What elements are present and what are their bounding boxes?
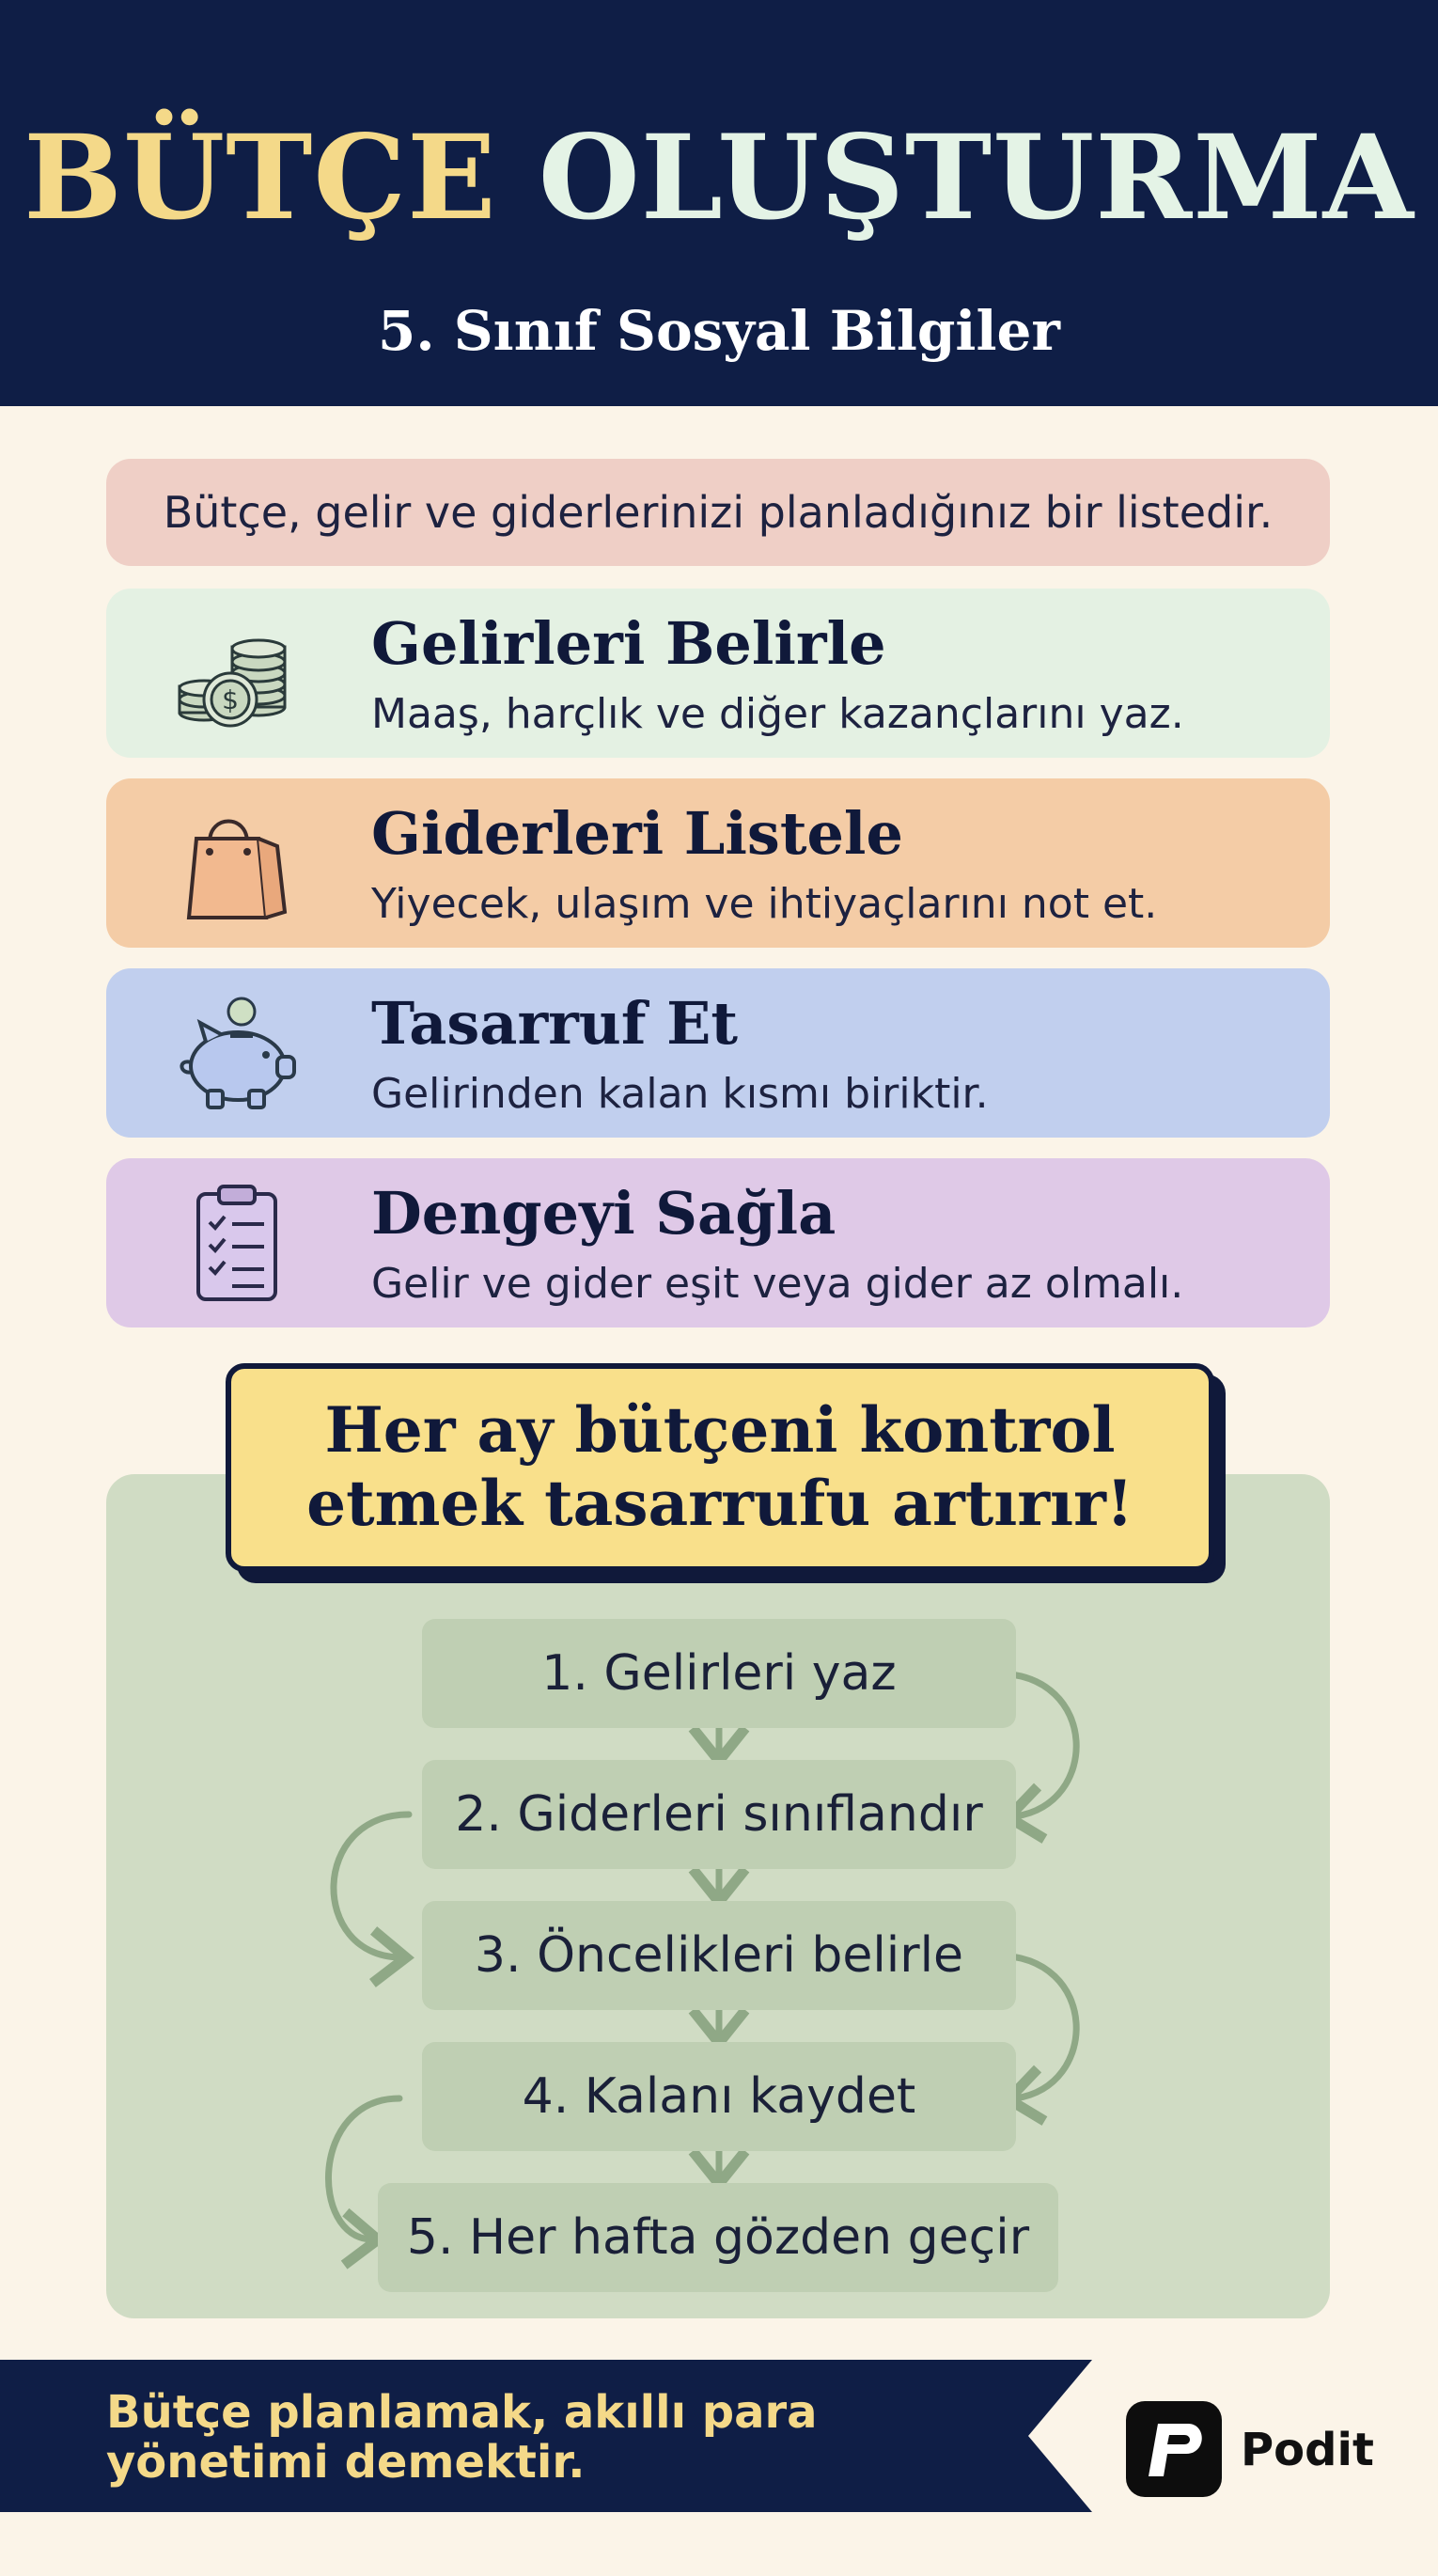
brand-name: Podit — [1241, 2424, 1374, 2476]
footer-text — [106, 2388, 952, 2488]
step-4: 4. Kalanı kaydet — [422, 2042, 1016, 2151]
title-part-2: OLUŞTURMA — [538, 110, 1415, 246]
step-3: 3. Öncelikleri belirle — [422, 1901, 1016, 2010]
card-balance — [106, 1158, 1330, 1327]
podit-logo-icon — [1126, 2401, 1222, 2497]
header-banner — [0, 0, 1438, 406]
card-description: Gelirinden kalan kısmı biriktir. — [371, 1070, 989, 1118]
intro-banner: Bütçe, gelir ve giderlerinizi planladığınız bir listedir. — [106, 459, 1330, 566]
step-5: 5. Her hafta gözden geçir — [378, 2183, 1058, 2292]
card-title: Giderleri Listele — [371, 799, 903, 868]
callout-line-1: Her ay bütçeni kontrol — [324, 1393, 1116, 1468]
callout-line-2: etmek tasarrufu artırır! — [306, 1467, 1133, 1540]
clipboard-checklist-icon — [172, 1179, 300, 1307]
card-income — [106, 589, 1330, 758]
footer-line-2: yönetimi demektir. — [106, 2435, 586, 2489]
svg-text:$: $ — [222, 684, 239, 715]
footer-line-1: Bütçe planlamak, akıllı para — [106, 2386, 818, 2439]
card-title: Dengeyi Sağla — [371, 1179, 836, 1248]
piggy-bank-icon — [172, 989, 300, 1117]
card-savings — [106, 968, 1330, 1138]
card-description: Yiyecek, ulaşım ve ihtiyaçlarını not et. — [371, 880, 1158, 928]
card-title: Gelirleri Belirle — [371, 609, 886, 678]
shopping-bag-icon — [172, 799, 300, 927]
coins-icon — [172, 609, 300, 737]
page-title — [0, 110, 1438, 246]
card-description: Maaş, harçlık ve diğer kazançlarını yaz. — [371, 690, 1184, 738]
card-title: Tasarruf Et — [371, 989, 739, 1058]
card-expenses — [106, 778, 1330, 948]
card-description: Gelir ve gider eşit veya gider az olmalı. — [371, 1260, 1184, 1308]
step-2: 2. Giderleri sınıflandır — [422, 1760, 1016, 1869]
page-subtitle: 5. Sınıf Sosyal Bilgiler — [378, 299, 1060, 363]
callout-box — [226, 1363, 1214, 1572]
title-part-1: BÜTÇE — [23, 110, 497, 246]
step-1: 1. Gelirleri yaz — [422, 1619, 1016, 1728]
